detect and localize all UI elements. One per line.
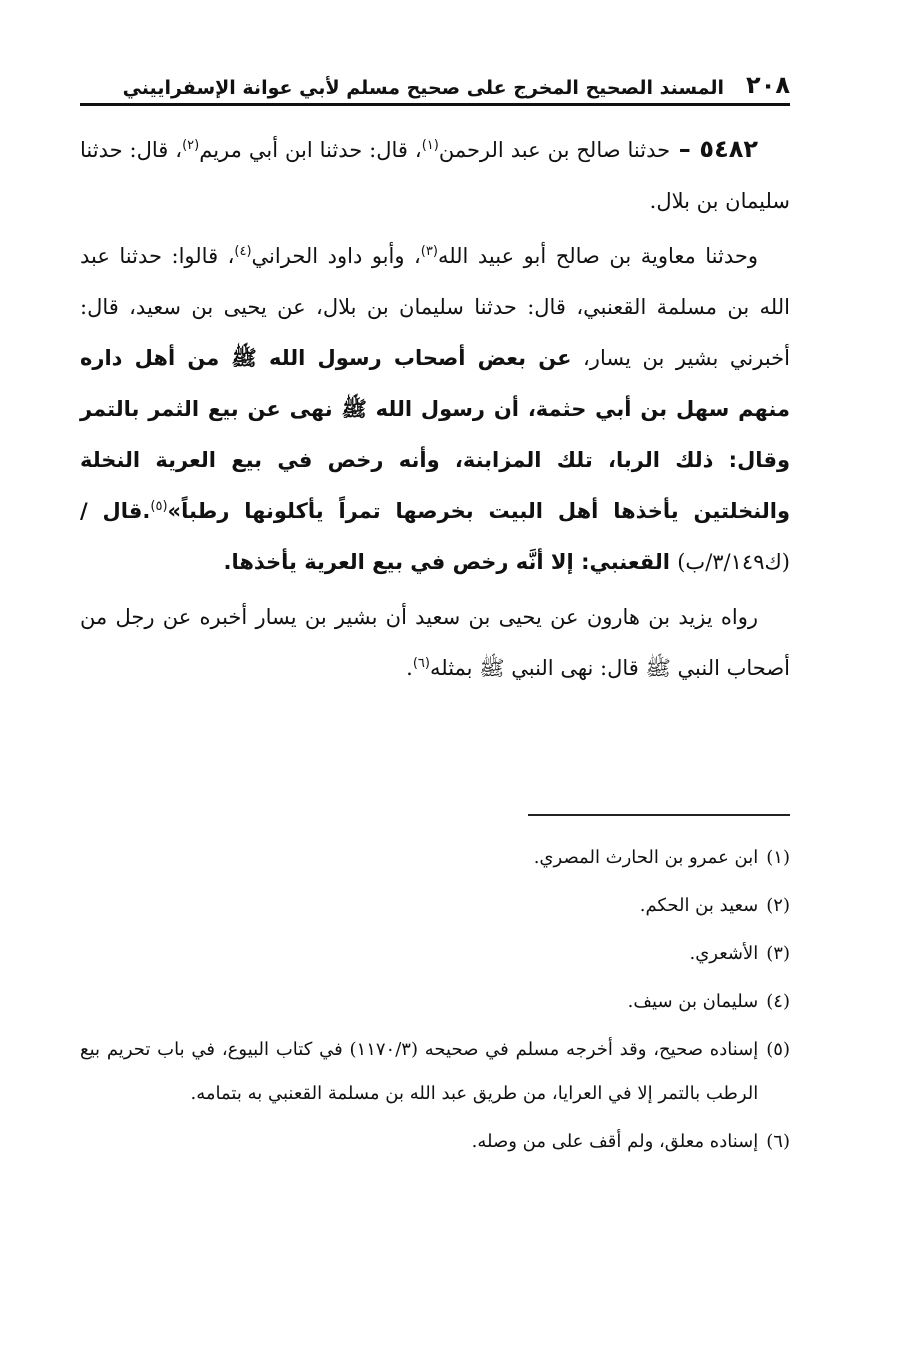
footnote-item [80, 932, 790, 976]
footnote-number: (٢) [766, 895, 790, 916]
page-header [80, 62, 790, 106]
folio-slash: / [80, 499, 103, 523]
footnote-ref-3[interactable]: (٣) [420, 244, 438, 259]
text-segment-bold: .قال [102, 499, 151, 523]
running-title: المسند الصحيح المخرج على صحيح مسلم لأبي عوانة الإسفراييني [122, 77, 725, 99]
footnote-text: سعيد بن الحكم. [639, 895, 759, 916]
footnote-text: إسناده معلق، ولم أقف على من وصله. [471, 1131, 759, 1152]
page-number: ٢٠٨ [746, 71, 790, 99]
footnote-text: سليمان بن سيف. [627, 991, 759, 1012]
main-text [80, 124, 790, 698]
hadith-paragraph-second-isnad [80, 231, 790, 588]
footnote-item [80, 1120, 790, 1164]
footnote-divider [528, 814, 790, 816]
text-segment-bold: القعنبي: إلا أنَّه رخص في بيع العرية يأخذها. [223, 550, 678, 574]
footnote-number: (٦) [766, 1131, 790, 1152]
text-segment: ، وأبو داود الحراني [251, 244, 421, 268]
manuscript-folio-ref: (ك٣/١٤٩/ب) [677, 550, 790, 574]
text-segment: وحدثنا معاوية بن صالح أبو عبيد الله [437, 244, 759, 268]
footnote-number: (٣) [766, 943, 790, 964]
footnote-number: (٤) [766, 991, 790, 1012]
footnote-ref-1[interactable]: (١) [421, 138, 439, 153]
text-segment: رواه يزيد بن هارون عن يحيى بن سعيد أن بشير بن يسار أخبره عن رجل من أصحاب النبي ﷺ قال: نهى النبي ﷺ بمثله [80, 605, 790, 680]
footnote-number: (١) [766, 847, 790, 868]
footnote-text: إسناده صحيح، وقد أخرجه مسلم في صحيحه (١١٧٠/٣) في كتاب البيوع، في باب تحريم بيع الرطب بالتمر إلا في العرايا، من طريق عبد الله بن مسلمة القعنبي به بتمامه. [80, 1039, 759, 1104]
footnote-text: الأشعري. [689, 943, 759, 964]
footnote-item [80, 884, 790, 928]
hadith-dash: – [670, 135, 700, 163]
hadith-paragraph-riwaya [80, 592, 790, 694]
footnote-ref-6[interactable]: (٦) [412, 656, 430, 671]
footnote-text: ابن عمرو بن الحارث المصري. [533, 847, 759, 868]
text-segment: حدثنا صالح بن عبد الرحمن [438, 138, 671, 162]
footnotes [80, 836, 790, 1168]
footnote-item [80, 1028, 790, 1116]
text-segment: ، قالوا: حدثنا عبد الله بن مسلمة القعنبي، قال: حدثنا سليمان بن بلال، عن يحيى بن سعيد، قال: أخبرني بشير بن يسار، [80, 244, 790, 370]
hadith-paragraph-isnad [80, 124, 790, 227]
footnote-ref-2[interactable]: (٢) [182, 138, 200, 153]
footnote-number: (٥) [766, 1039, 790, 1060]
footnote-ref-4[interactable]: (٤) [234, 244, 252, 259]
footnote-ref-5[interactable]: (٥) [150, 499, 168, 514]
hadith-matn: عن بعض أصحاب رسول الله ﷺ من أهل داره منهم سهل بن أبي حثمة، أن رسول الله ﷺ نهى عن بيع الثمر بالتمر وقال: ذلك الربا، تلك المزابنة، وأنه رخص في بيع العرية النخلة والنخلتين يأخذها أهل البيت بخرصها تمراً يأكلونها رطباً» [80, 346, 790, 523]
text-segment: . [406, 656, 413, 680]
text-segment: ، قال: حدثنا ابن أبي مريم [199, 138, 422, 162]
footnote-item [80, 980, 790, 1024]
footnote-item [80, 836, 790, 880]
hadith-number: ٥٤٨٢ [699, 135, 759, 163]
text-segment: ، قال: حدثنا سليمان بن بلال. [80, 138, 790, 213]
